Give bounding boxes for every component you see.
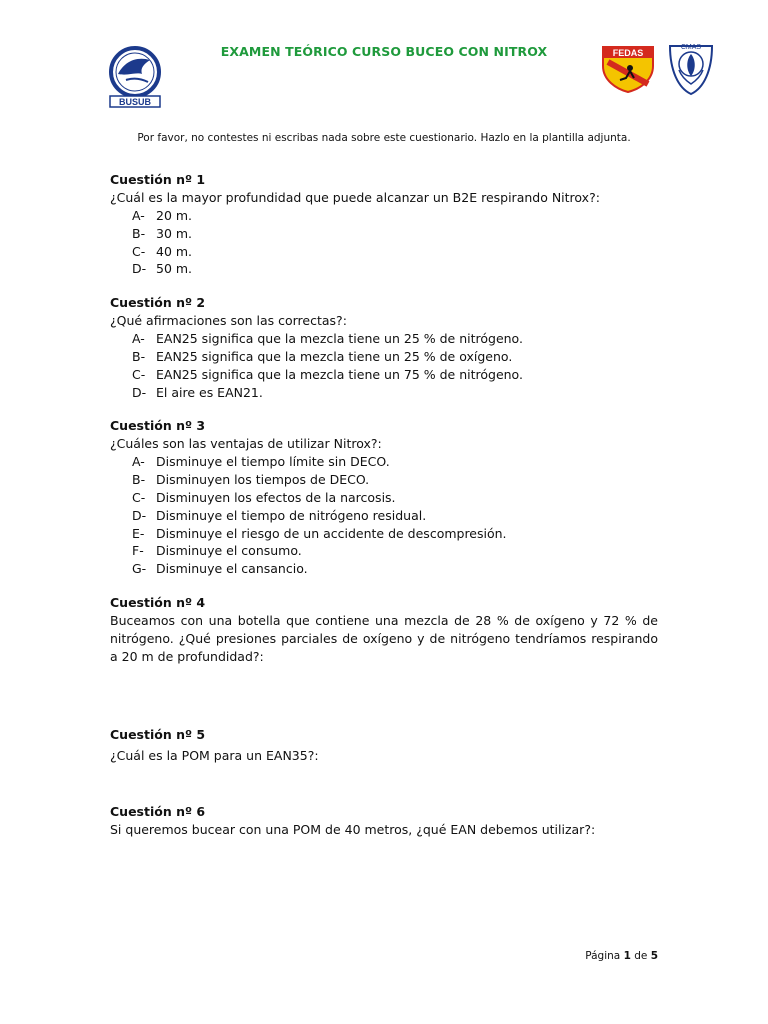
option-item: [132, 471, 658, 489]
question-text: ¿Cuál es la mayor profundidad que puede alcanzar un B2E respirando Nitrox?:: [110, 190, 600, 205]
page-total: 5: [650, 950, 658, 962]
option-item: [132, 260, 658, 278]
option-letter: B-: [132, 348, 146, 364]
option-item: [132, 348, 658, 366]
option-letter: D-: [132, 507, 147, 523]
option-text: 20 m.: [156, 208, 193, 223]
question-title: Cuestión nº 4: [110, 594, 206, 610]
options-list: [110, 453, 658, 578]
page-of: de: [634, 950, 648, 962]
option-item: [132, 453, 658, 471]
option-item: [132, 225, 658, 243]
question-text: Buceamos con una botella que contiene una mezcla de 28 % de oxígeno y 72 % de nitrógeno. ¿Qué presiones parciales de oxígeno y de nitrógeno tendríamos respirando a 20 m de profundidad?:: [110, 612, 658, 664]
question-text: ¿Cuál es la POM para un EAN35?:: [110, 747, 319, 763]
question-title: Cuestión nº 5: [110, 726, 206, 742]
question-title: Cuestión nº 1: [110, 172, 206, 187]
option-item: [132, 384, 658, 402]
option-text: Disminuyen los efectos de la narcosis.: [156, 489, 396, 505]
question-text: ¿Qué afirmaciones son las correctas?:: [110, 313, 347, 329]
option-text: Disminuye el consumo.: [156, 543, 302, 559]
option-item: [132, 207, 658, 225]
option-text: 50 m.: [156, 261, 193, 277]
option-letter: E-: [132, 525, 145, 541]
question-title: Cuestión nº 6: [110, 803, 206, 819]
question-6: [110, 803, 658, 839]
option-letter: D-: [132, 261, 147, 277]
option-text: 30 m.: [156, 225, 193, 241]
option-letter: C-: [132, 489, 146, 505]
option-letter: A-: [132, 331, 145, 347]
question-1: [110, 171, 658, 278]
option-text: Disminuye el riesgo de un accidente de descompresión.: [156, 525, 507, 541]
option-text: 40 m.: [156, 243, 193, 259]
fedas-logo-icon: [600, 44, 656, 94]
option-item: [132, 330, 658, 348]
option-letter: C-: [132, 243, 146, 259]
fedas-logo-text: FEDAS: [612, 48, 644, 58]
question-title: Cuestión nº 2: [110, 295, 206, 311]
option-text: EAN25 significa que la mezcla tiene un 25 % de nitrógeno.: [156, 331, 523, 347]
question-2: [110, 294, 658, 401]
option-letter: A-: [132, 454, 145, 470]
option-letter: B-: [132, 472, 146, 488]
club-logo-text: BUSUB: [118, 97, 152, 107]
question-4: [110, 594, 658, 666]
option-letter: F-: [132, 543, 144, 559]
option-text: El aire es EAN21.: [156, 384, 263, 400]
option-text: EAN25 significa que la mezcla tiene un 25 % de oxígeno.: [156, 348, 513, 364]
instruction-text: Por favor, no contestes ni escribas nada sobre este cuestionario. Hazlo en la plantilla adjunta.: [137, 132, 631, 144]
question-title: Cuestión nº 3: [110, 418, 206, 434]
option-letter: B-: [132, 225, 146, 241]
option-item: [132, 525, 658, 543]
option-letter: G-: [132, 561, 147, 577]
option-text: Disminuye el cansancio.: [156, 561, 308, 577]
page-current: 1: [623, 950, 631, 962]
option-item: [132, 507, 658, 525]
page-label: Página: [585, 950, 621, 962]
question-5: [110, 726, 658, 765]
question-text: Si queremos bucear con una POM de 40 metros, ¿qué EAN debemos utilizar?:: [110, 821, 596, 837]
option-text: EAN25 significa que la mezcla tiene un 75 % de nitrógeno.: [156, 366, 523, 382]
option-letter: D-: [132, 384, 147, 400]
options-list: [110, 207, 658, 278]
option-text: Disminuye el tiempo límite sin DECO.: [156, 454, 390, 470]
option-text: Disminuyen los tiempos de DECO.: [156, 472, 370, 488]
question-text: ¿Cuáles son las ventajas de utilizar Nitrox?:: [110, 436, 382, 452]
option-item: [132, 489, 658, 507]
option-letter: A-: [132, 208, 145, 223]
options-list: [110, 330, 658, 401]
page-number: [585, 950, 658, 962]
option-item: [132, 560, 658, 578]
question-3: [110, 417, 658, 578]
option-letter: C-: [132, 366, 146, 382]
questions-list: [110, 171, 658, 855]
option-item: [132, 366, 658, 384]
page-title: EXAMEN TEÓRICO CURSO BUCEO CON NITROX: [220, 44, 548, 59]
option-item: [132, 542, 658, 560]
option-text: Disminuye el tiempo de nitrógeno residual.: [156, 507, 427, 523]
option-item: [132, 243, 658, 261]
cmas-logo-icon: [664, 40, 718, 96]
cmas-logo-text: CMAS: [680, 44, 702, 51]
